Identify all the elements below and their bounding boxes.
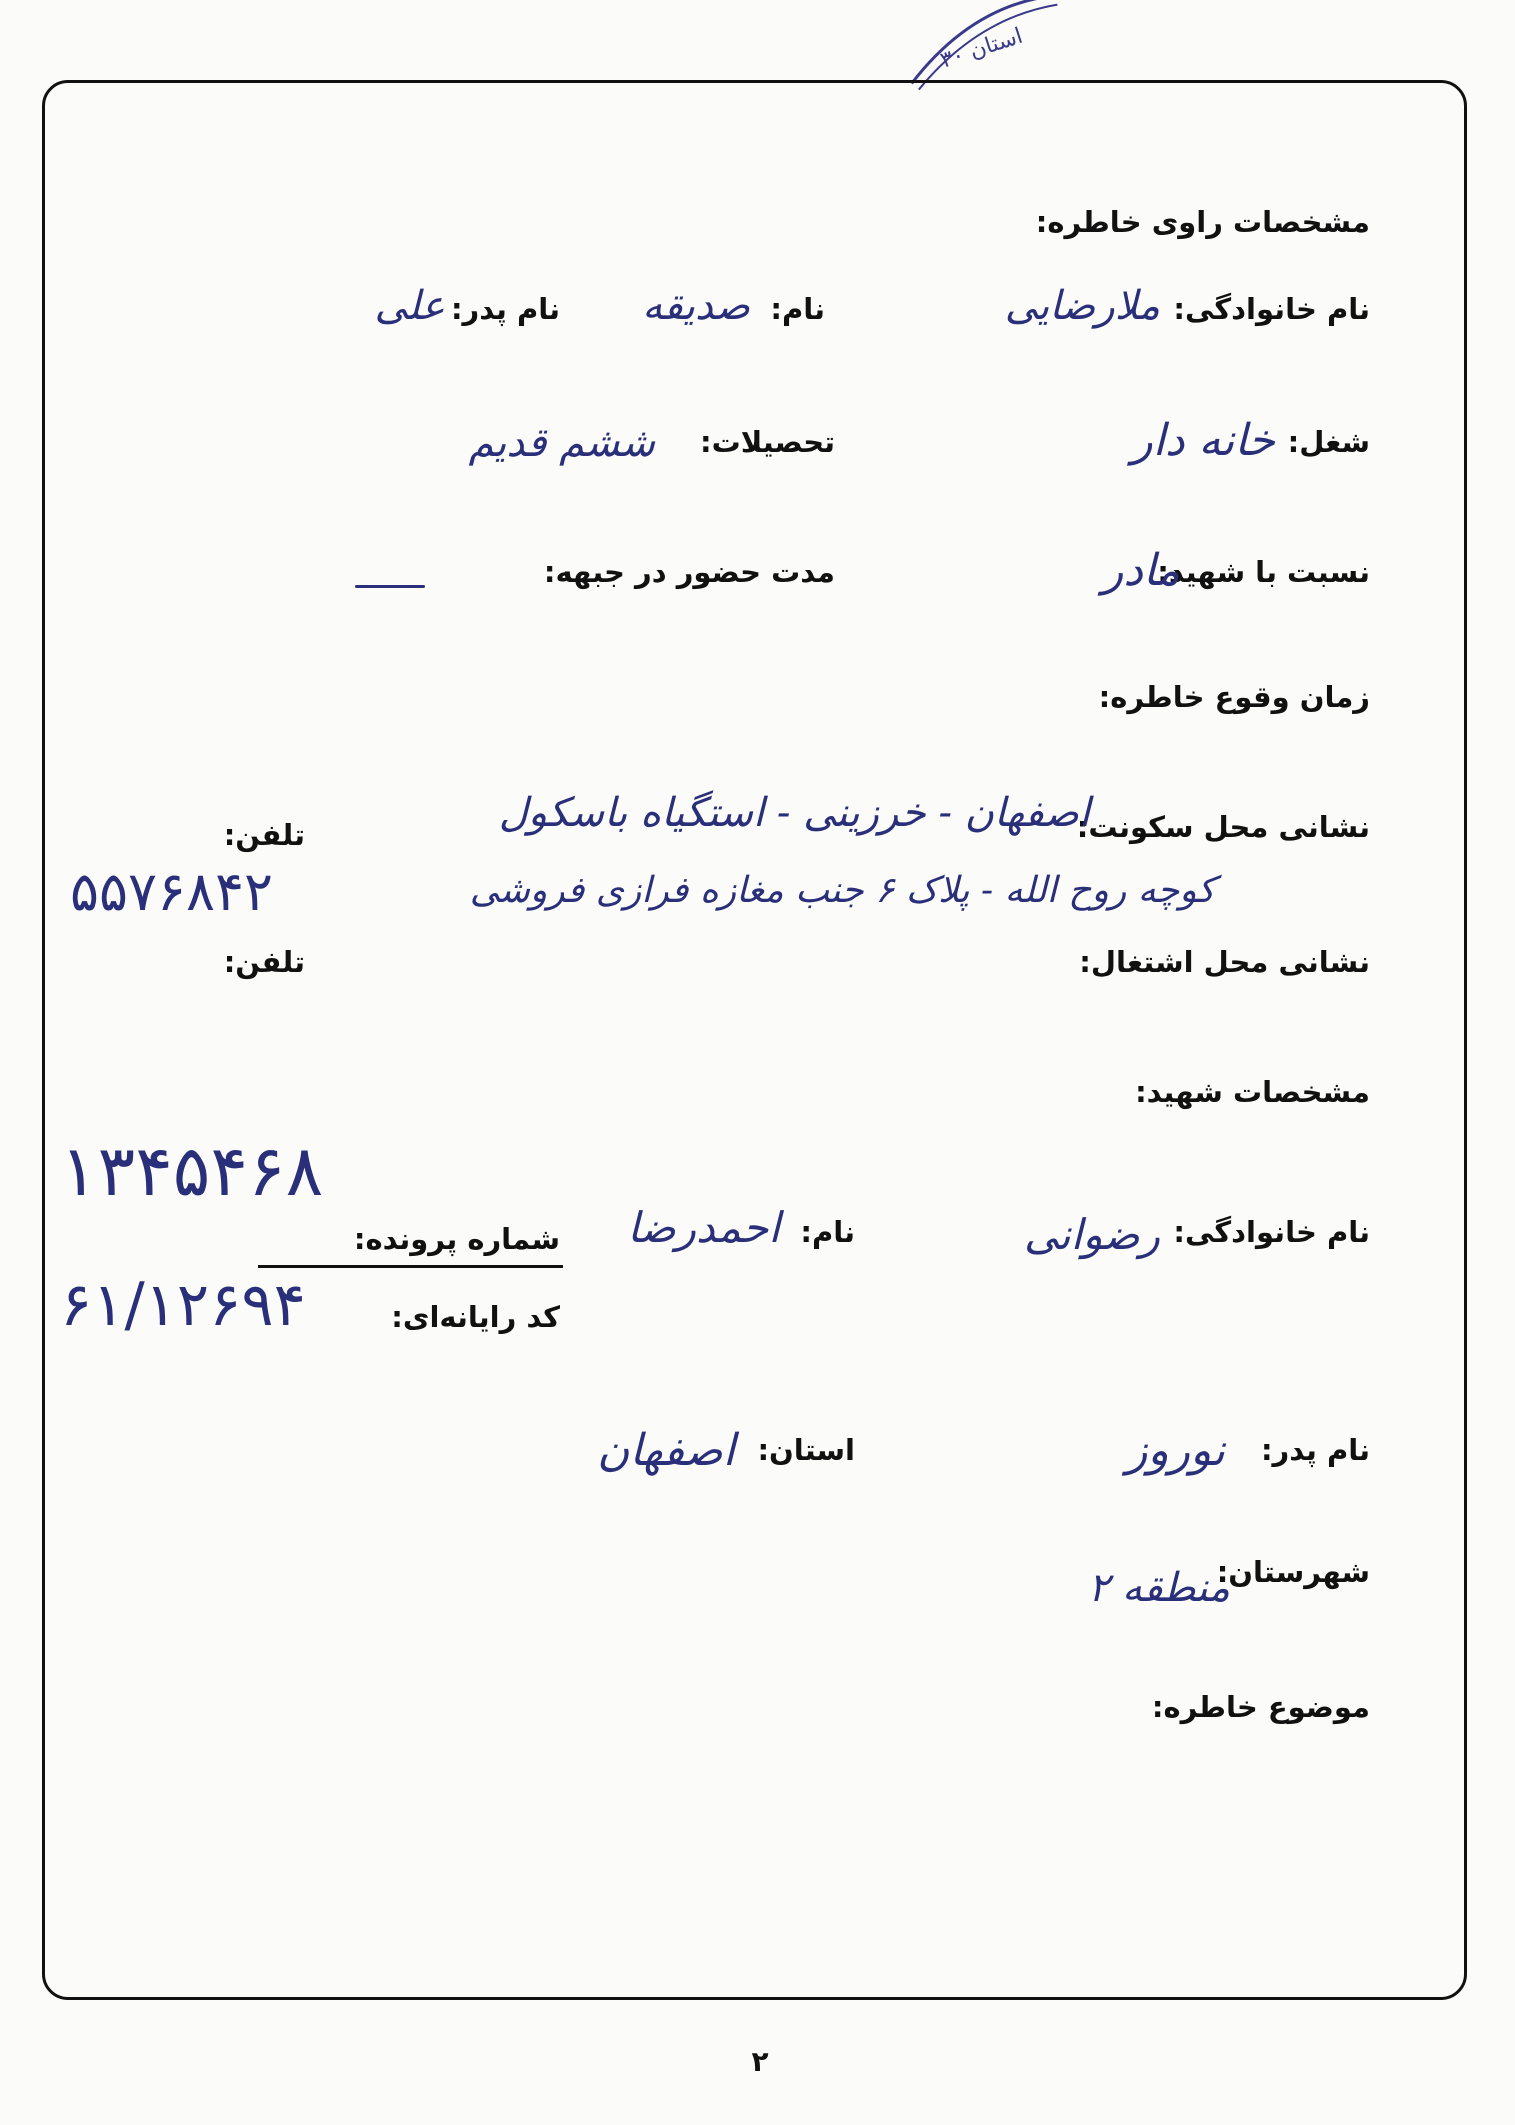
narrator-heading: مشخصات راوی خاطره: (1035, 205, 1370, 239)
stamp-text: استان ۳۰ (937, 23, 1026, 74)
martyr-father-value[interactable]: نوروز (1126, 1425, 1225, 1476)
narrator-job-label: شغل: (1287, 425, 1370, 459)
file-number-underline (258, 1265, 563, 1268)
martyr-first-name-label: نام: (800, 1215, 855, 1249)
narrator-education-value[interactable]: ششم قدیم (468, 420, 655, 466)
topic-label: موضوع خاطره: (1151, 1690, 1370, 1724)
narrator-relation-value[interactable]: مادر (1102, 545, 1180, 596)
home-address-line1[interactable]: اصفهان - خرزینی - استگیاه باسکول (498, 790, 1090, 836)
computer-code-value[interactable]: ۶۱/۱۲۶۹۴ (60, 1270, 306, 1340)
martyr-father-label: نام پدر: (1260, 1433, 1370, 1467)
martyr-family-name-label: نام خانوادگی: (1173, 1215, 1370, 1249)
narrator-job-value[interactable]: خانه دار (1131, 415, 1275, 466)
work-address-label: نشانی محل اشتغال: (1079, 945, 1370, 979)
page-number: ۲ (751, 2045, 769, 2078)
home-address-line2[interactable]: کوچه روح الله - پلاک ۶ جنب مغازه فرازی فروشی (469, 870, 1215, 911)
narrator-first-name-value[interactable]: صدیقه (642, 283, 750, 329)
narrator-relation-label: نسبت با شهید: (1157, 555, 1370, 589)
narrator-father-label: نام پدر: (450, 292, 560, 326)
city-label: شهرستان: (1216, 1555, 1370, 1589)
narrator-family-name-label: نام خانوادگی: (1173, 292, 1370, 326)
front-duration-label: مدت حضور در جبهه: (543, 555, 835, 589)
narrator-education-label: تحصیلات: (700, 425, 835, 459)
narrator-father-value[interactable]: علی (374, 283, 445, 329)
narrator-family-name-value[interactable]: ملارضایی (1004, 283, 1160, 329)
phone-label-home: تلفن: (223, 818, 305, 852)
computer-code-label: کد رایانه‌ای: (391, 1300, 560, 1334)
province-value[interactable]: اصفهان (597, 1425, 735, 1476)
city-value[interactable]: منطقه ۲ (1087, 1565, 1230, 1611)
martyr-first-name-value[interactable]: احمدرضا (627, 1203, 780, 1252)
file-number-label: شماره پرونده: (353, 1222, 560, 1256)
phone-value[interactable]: ۵۵۷۶۸۴۲ (70, 860, 274, 923)
file-number-value[interactable]: ۱۳۴۵۴۶۸ (60, 1130, 324, 1212)
front-duration-dash (355, 585, 425, 588)
phone-label-work: تلفن: (223, 945, 305, 979)
home-address-label: نشانی محل سکونت: (1076, 810, 1370, 844)
martyr-family-name-value[interactable]: رضوانی (1023, 1210, 1160, 1259)
narrator-first-name-label: نام: (770, 292, 825, 326)
memory-time-label: زمان وقوع خاطره: (1098, 680, 1370, 714)
martyr-heading: مشخصات شهید: (1135, 1075, 1370, 1109)
province-label: استان: (757, 1433, 855, 1467)
